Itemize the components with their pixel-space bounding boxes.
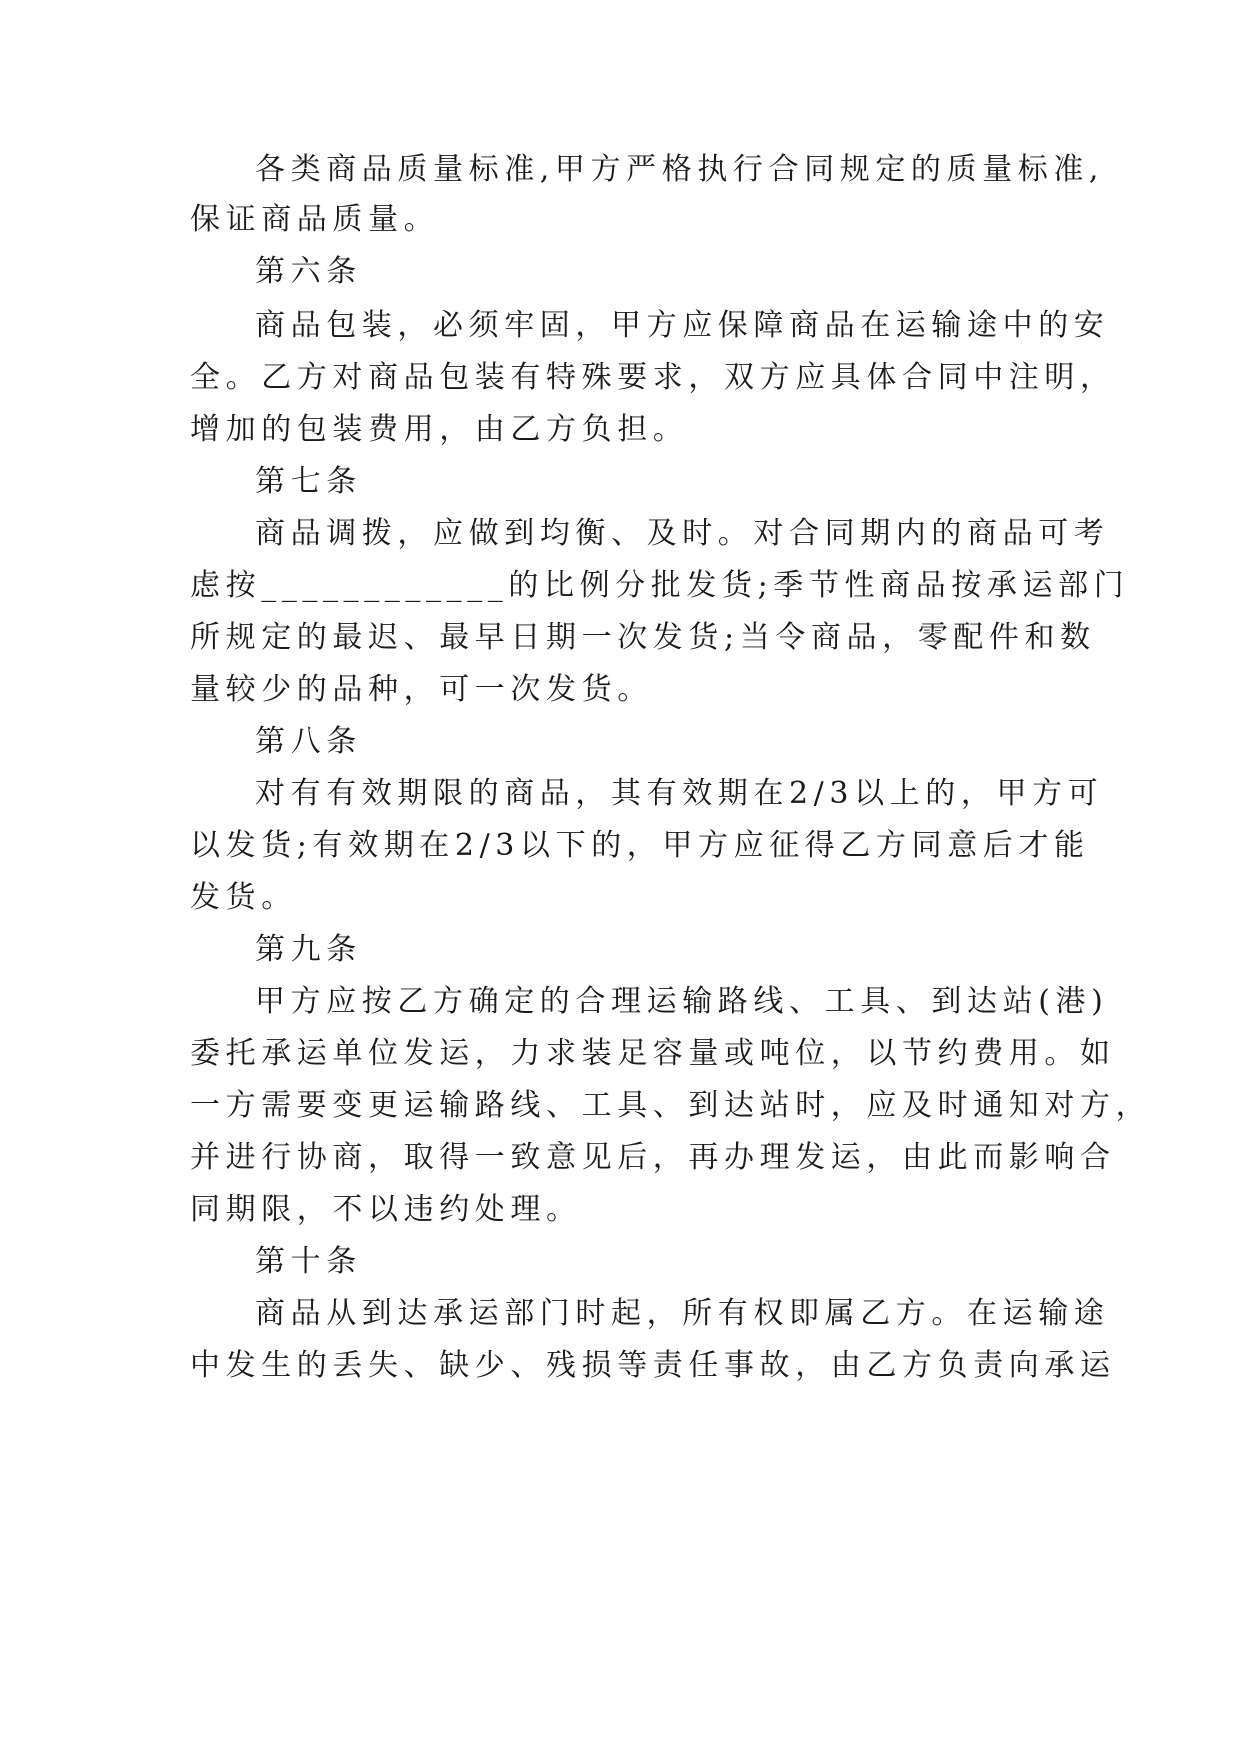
paragraph-line: 发货。 [190, 880, 297, 915]
paragraph-line: 商品调拨，应做到均衡、及时。对合同期内的商品可考 [255, 516, 1110, 551]
paragraph-line: 商品包装，必须牢固，甲方应保障商品在运输途中的安 [255, 308, 1110, 343]
paragraph-line: 所规定的最迟、最早日期一次发货;当令商品，零配件和数 [190, 620, 1096, 655]
article-heading: 第九条 [255, 932, 362, 967]
paragraph-line: 虑按____________的比例分批发货;季节性商品按承运部门 [190, 568, 1130, 603]
paragraph-line: 保证商品质量。 [190, 202, 440, 237]
article-heading: 第十条 [255, 1244, 362, 1279]
paragraph-line: 并进行协商，取得一致意见后，再办理发运，由此而影响合 [190, 1140, 1116, 1175]
paragraph-line: 委托承运单位发运，力求装足容量或吨位，以节约费用。如 [190, 1036, 1116, 1071]
paragraph-line: 增加的包装费用，由乙方负担。 [190, 412, 689, 447]
paragraph-line: 量较少的品种，可一次发货。 [190, 672, 653, 707]
article-heading: 第六条 [255, 254, 362, 289]
paragraph-line: 甲方应按乙方确定的合理运输路线、工具、到达站(港) [255, 984, 1109, 1019]
paragraph-line: 中发生的丢失、缺少、残损等责任事故，由乙方负责向承运 [190, 1348, 1116, 1383]
paragraph-line: 同期限，不以违约处理。 [190, 1192, 582, 1227]
paragraph-line: 一方需要变更运输路线、工具、到达站时，应及时通知对方， [190, 1088, 1152, 1123]
paragraph-line: 商品从到达承运部门时起，所有权即属乙方。在运输途 [255, 1296, 1110, 1331]
article-heading: 第七条 [255, 464, 362, 499]
paragraph-line: 以发货;有效期在2/3以下的，甲方应征得乙方同意后才能 [190, 828, 1090, 863]
paragraph-line: 对有有效期限的商品，其有效期在2/3以上的，甲方可 [255, 776, 1104, 811]
paragraph-line: 各类商品质量标准,甲方严格执行合同规定的质量标准, [255, 152, 1105, 187]
article-heading: 第八条 [255, 724, 362, 759]
paragraph-line: 全。乙方对商品包装有特殊要求，双方应具体合同中注明， [190, 360, 1116, 395]
